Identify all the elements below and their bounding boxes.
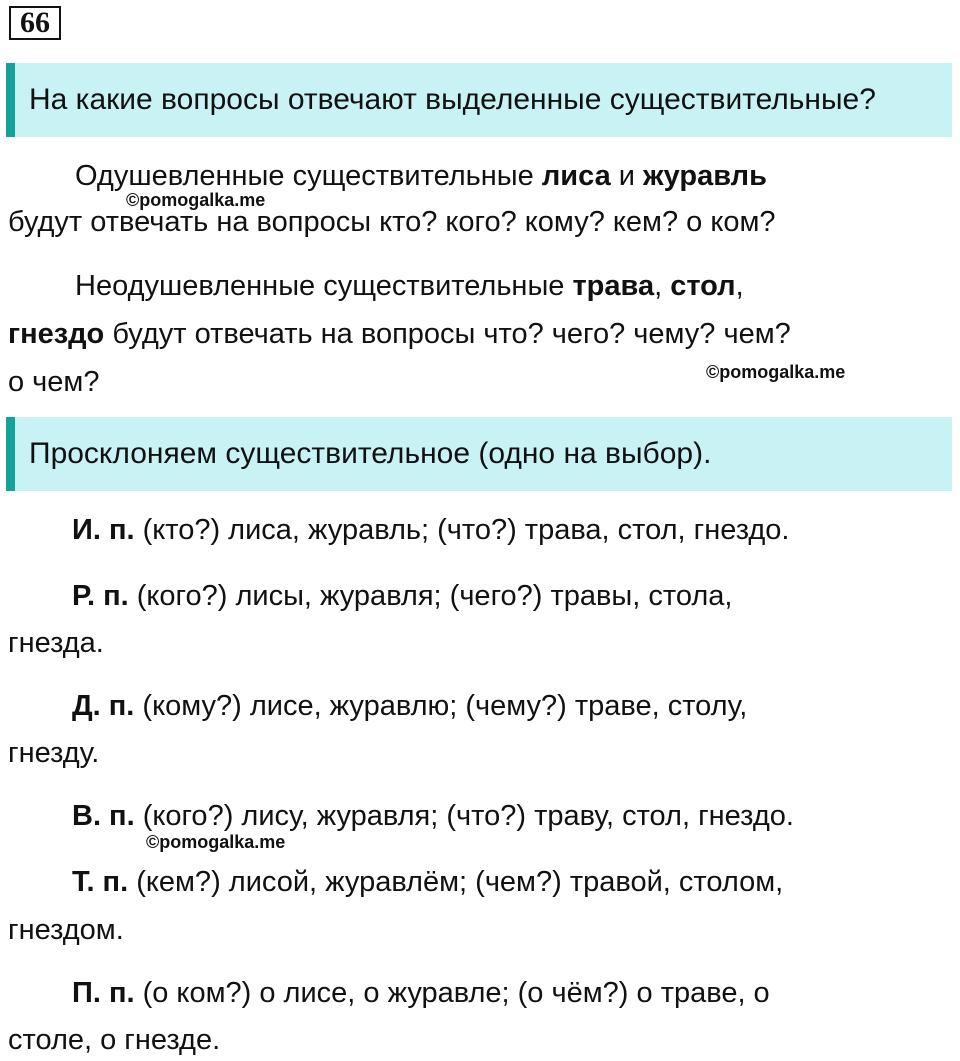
case-label: Т. п. [72, 866, 129, 898]
watermark: ©pomogalka.me [706, 362, 846, 382]
case-forms: (о ком?) о лисе, о журавле; (о чём?) о траве, о [134, 977, 770, 1009]
case-dative-line2: гнезду. [8, 737, 100, 769]
bold-word-stol: стол [670, 270, 736, 302]
case-accusative [72, 800, 794, 832]
case-dative [72, 690, 747, 722]
case-forms: (кем?) лисой, журавлём; (чем?) травой, столом, [128, 866, 784, 898]
case-label: В. п. [72, 800, 135, 832]
case-genitive [72, 580, 732, 612]
case-prepositional-line2: столе, о гнезде. [8, 1024, 221, 1056]
case-genitive-line2: гнезда. [8, 627, 104, 659]
case-label: И. п. [72, 514, 135, 546]
case-label: П. п. [72, 977, 135, 1009]
watermark: ©pomogalka.me [126, 190, 266, 210]
case-forms: (кого?) лису, журавля; (что?) траву, стол, гнездо. [134, 800, 794, 832]
question-1-text: На какие вопросы отвечают выделенные существительные? [29, 83, 876, 116]
case-forms: (кому?) лисе, журавлю; (чему?) траве, столу, [134, 690, 748, 722]
case-instrumental [72, 866, 783, 898]
bold-word-lisa: лиса [541, 160, 611, 192]
answer-p2-comma: , [735, 270, 744, 302]
case-instrumental-line2: гнездом. [8, 914, 124, 946]
case-label: Д. п. [72, 690, 135, 722]
case-nominative [72, 514, 789, 546]
answer-p2-comma: , [654, 270, 671, 302]
question-banner-2 [6, 417, 952, 491]
answer-p1-intro: Одушевленные существительные [75, 160, 542, 192]
bold-word-gnezdo: гнездо [8, 318, 105, 350]
answer-p2-line2 [8, 318, 791, 350]
case-label: Р. п. [72, 580, 129, 612]
answer-p1-line2: будут отвечать на вопросы кто? кого? кому? кем? о ком? [8, 206, 776, 238]
bold-word-zhuravl: журавль [643, 160, 767, 192]
answer-p2-line3: о чем? [8, 366, 100, 398]
question-2-text: Просклоняем существительное (одно на выбор). [29, 437, 712, 470]
case-forms: (кого?) лисы, журавля; (чего?) травы, стола, [128, 580, 733, 612]
case-prepositional [72, 977, 770, 1009]
watermark: ©pomogalka.me [146, 832, 286, 852]
answer-p2-line1 [75, 270, 744, 302]
answer-p1-and: и [610, 160, 644, 192]
question-banner-1 [6, 63, 952, 137]
case-forms: (кто?) лиса, журавль; (что?) трава, стол, гнездо. [134, 514, 790, 546]
bold-word-trava: трава [572, 270, 655, 302]
answer-p2-intro: Неодушевленные существительные [75, 270, 573, 302]
answer-p2-line2-rest: будут отвечать на вопросы что? чего? чему? чем? [104, 318, 791, 350]
exercise-number: 66 [9, 6, 61, 40]
answer-p1-line1 [75, 160, 767, 192]
